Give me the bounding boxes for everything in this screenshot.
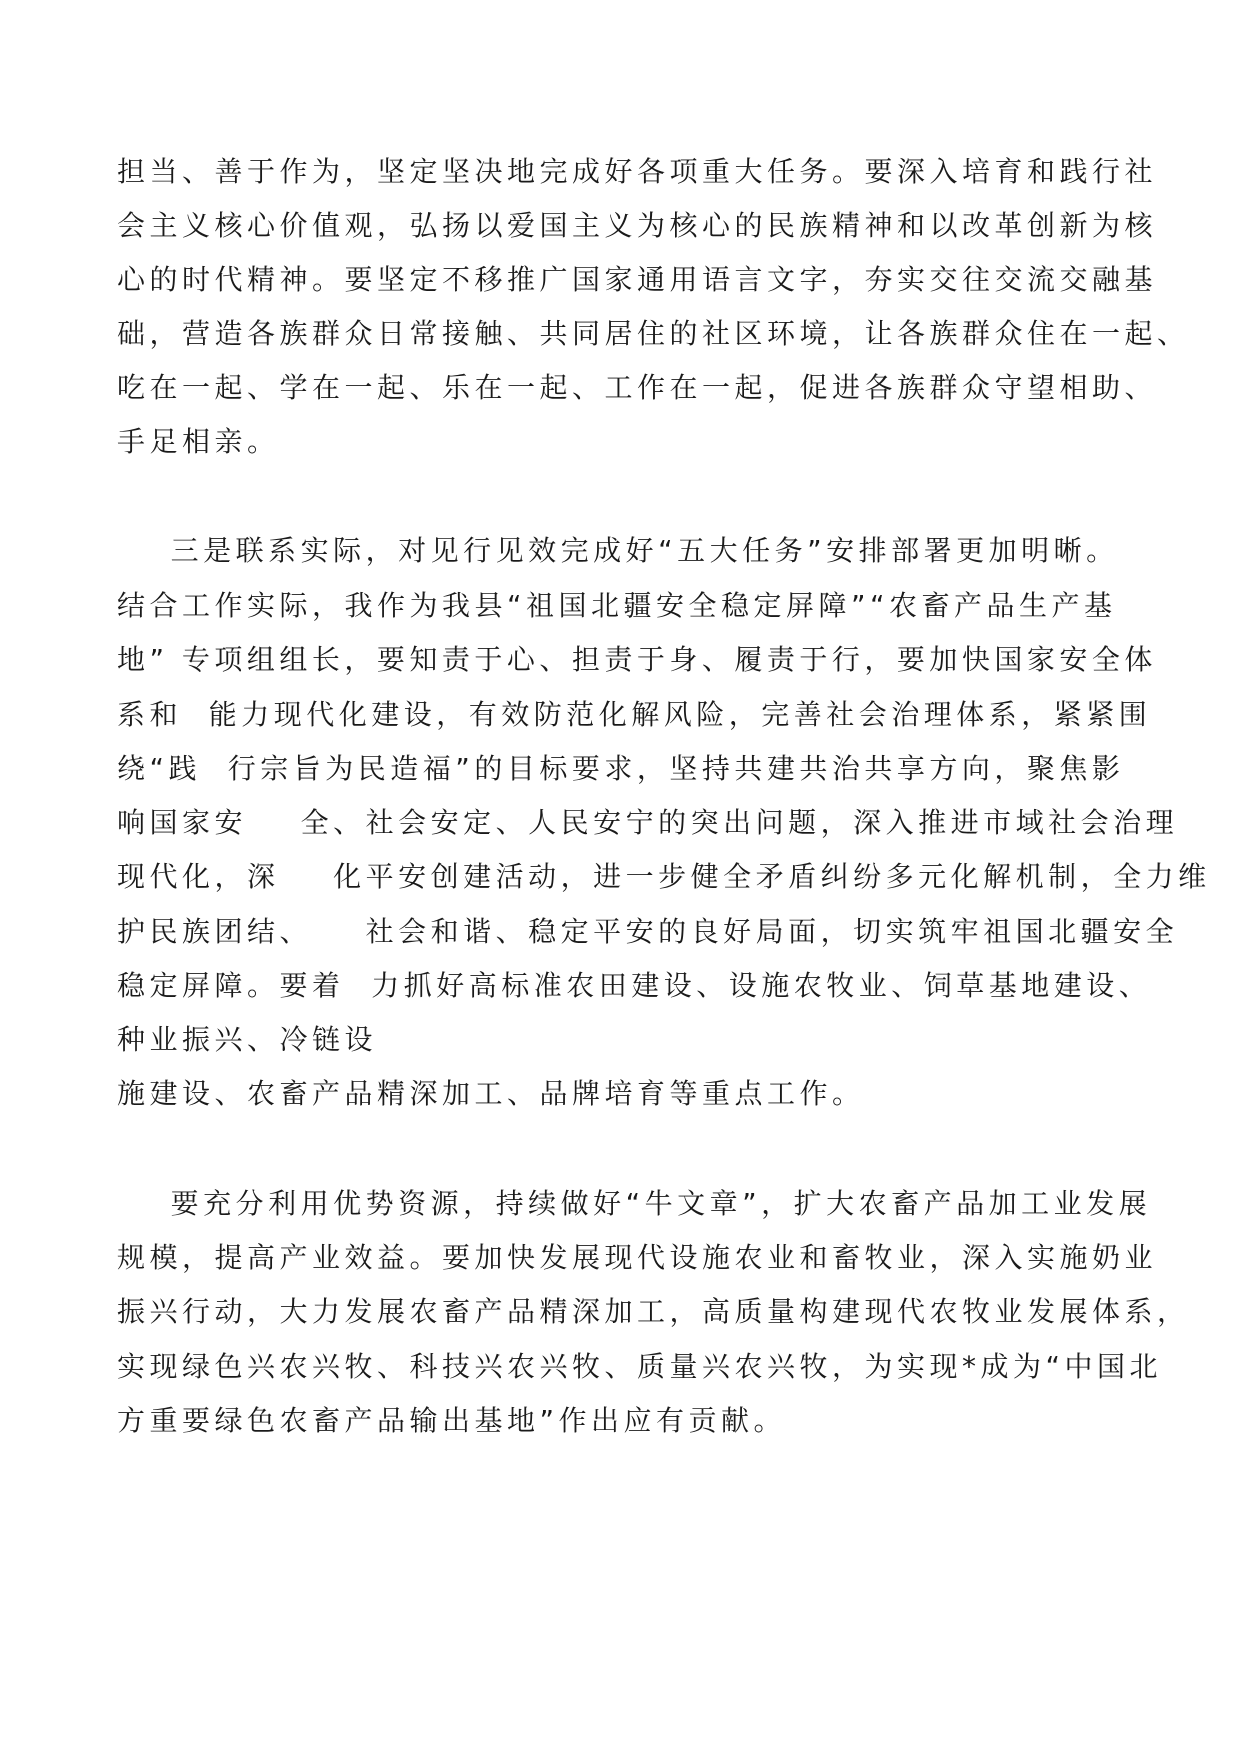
paragraph-lead-line: 要充分利用优势资源，持续做好“牛文章”，扩大农畜产品加工业发展 — [117, 1187, 1152, 1220]
text-line: 响国家安 全、社会安定、人民安宁的突出问题，深入推进市域社会治理 — [117, 806, 1179, 839]
text-line: 手足相亲。 — [117, 425, 280, 458]
text-line: 现代化，深 化平安创建活动，进一步健全矛盾纠纷多元化解机制，全力维 — [117, 860, 1211, 893]
text-line: 心的时代精神。要坚定不移推广国家通用语言文字，夯实交往交流交融基 — [117, 263, 1158, 296]
text-line: 会主义核心价值观，弘扬以爱国主义为核心的民族精神和以改革创新为核 — [117, 209, 1158, 242]
text-line: 担当、善于作为，坚定坚决地完成好各项重大任务。要深入培育和践行社 — [117, 155, 1158, 188]
text-line: 施建设、农畜产品精深加工、品牌培育等重点工作。 — [117, 1077, 865, 1110]
paragraph-lead-line: 三是联系实际，对见行见效完成好“五大任务”安排部署更加明晰。 — [117, 534, 1119, 567]
text-line: 系和 能力现代化建设，有效防范化解风险，完善社会治理体系，紧紧围 — [117, 698, 1152, 731]
text-line: 稳定屏障。要着 力抓好高标准农田建设、设施农牧业、饲草基地建设、 — [117, 969, 1152, 1002]
text-line: 振兴行动，大力发展农畜产品精深加工，高质量构建现代农牧业发展体系， — [117, 1295, 1190, 1328]
text-line: 结合工作实际，我作为我县“祖国北疆安全稳定屏障”“农畜产品生产基 — [117, 589, 1117, 622]
text-line: 规模，提高产业效益。要加快发展现代设施农业和畜牧业，深入实施奶业 — [117, 1241, 1158, 1274]
text-line: 方重要绿色农畜产品输出基地”作出应有贡献。 — [117, 1404, 787, 1437]
text-line: 种业振兴、冷链设 — [117, 1023, 378, 1056]
text-line: 护民族团结、 社会和谐、稳定平安的良好局面，切实筑牢祖国北疆安全 — [117, 915, 1179, 948]
text-line: 吃在一起、学在一起、乐在一起、工作在一起，促进各族群众守望相助、 — [117, 371, 1158, 404]
text-line: 地” 专项组组长，要知责于心、担责于身、履责于行，要加快国家安全体 — [117, 643, 1157, 676]
text-line: 实现绿色兴农兴牧、科技兴农兴牧、质量兴农兴牧，为实现*成为“中国北 — [117, 1350, 1163, 1383]
text-line: 绕“践 行宗旨为民造福”的目标要求，坚持共建共治共享方向，聚焦影 — [117, 752, 1125, 785]
text-line: 础，营造各族群众日常接触、共同居住的社区环境，让各族群众住在一起、 — [117, 317, 1190, 350]
